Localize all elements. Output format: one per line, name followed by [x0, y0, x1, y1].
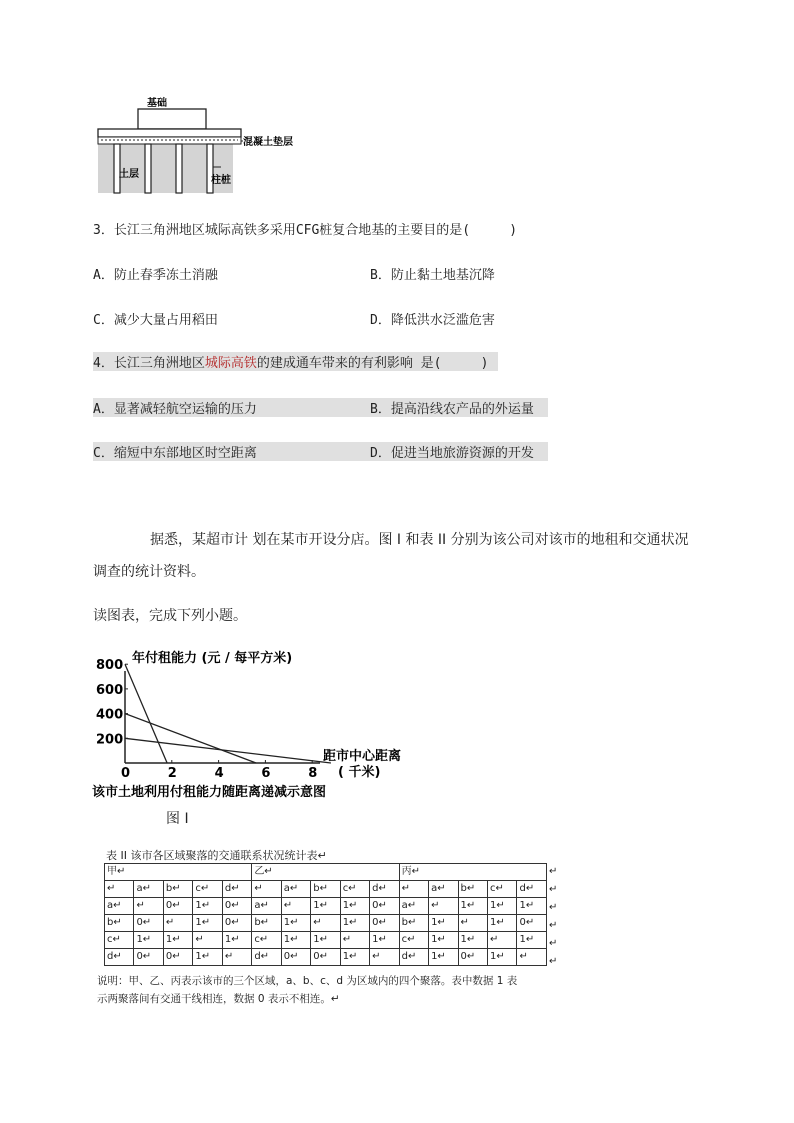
table-cell: 0↵: [222, 898, 251, 915]
column-header: c↵: [488, 881, 517, 898]
passage-line-1: 据悉，某超市计 划在某市开设分店。图 I 和表 II 分别为该公司对该市的地租和交通状况: [150, 532, 689, 548]
x-tick-label: 8: [308, 766, 318, 781]
table-cell: 0↵: [517, 915, 547, 932]
table-cell: ↵: [517, 949, 547, 966]
table-cell: ↵: [193, 932, 222, 949]
row-end-mark: ↵: [549, 884, 558, 895]
y-tick-label: 400: [96, 707, 124, 723]
table-cell: 1↵: [517, 898, 547, 915]
table-cell: 0↵: [281, 949, 310, 966]
column-header: c↵: [193, 881, 222, 898]
table-cell: 0↵: [222, 915, 251, 932]
pile-2: [145, 144, 151, 193]
label-pile: 柱桩: [211, 175, 231, 186]
q4-option-c: C．缩短中东部地区时空距离: [93, 446, 257, 461]
table-row: [105, 932, 547, 949]
passage-line-2: 调查的统计资料。: [93, 564, 205, 580]
x-axis-unit: ( 千米): [338, 765, 381, 780]
label-foundation: 基础: [147, 98, 167, 109]
y-tick-label: 200: [96, 732, 124, 748]
table-cell: ↵: [163, 915, 192, 932]
table-cell: a↵: [105, 898, 134, 915]
table-cell: 1↵: [517, 932, 547, 949]
column-header: b↵: [311, 881, 340, 898]
q4-option-b: B．提高沿线农产品的外运量: [370, 402, 534, 417]
column-header: c↵: [340, 881, 369, 898]
q4-row-cd: [93, 442, 548, 461]
table-cell: 1↵: [458, 932, 487, 949]
table-cell: ↵: [281, 898, 310, 915]
column-header: ↵: [105, 881, 134, 898]
q3-option-c: C．减少大量占用稻田: [93, 313, 218, 328]
table-cell: c↵: [105, 932, 134, 949]
table-cell: c↵: [399, 932, 428, 949]
figure-label: 图 I: [166, 811, 189, 827]
column-header: d↵: [222, 881, 251, 898]
table-cell: d↵: [252, 949, 281, 966]
x-tick-label: 2: [167, 766, 177, 781]
table-cell: 0↵: [134, 949, 163, 966]
table-cell: b↵: [399, 915, 428, 932]
table-row: [105, 949, 547, 966]
q3-option-a: A．防止春季冻土消融: [93, 268, 218, 283]
row-end-mark: ↵: [549, 920, 558, 931]
q4-option-a: A．显著减轻航空运输的压力: [93, 402, 257, 417]
table-cell: ↵: [134, 898, 163, 915]
table-cell: 1↵: [429, 949, 458, 966]
q3-option-d: D．降低洪水泛滥危害: [370, 313, 495, 328]
column-header: ↵: [399, 881, 428, 898]
table-row: [105, 864, 547, 881]
table-row: [105, 898, 547, 915]
x-axis-label: 距市中心距离: [323, 749, 402, 764]
table-cell: 1↵: [193, 898, 222, 915]
cfg-pile-diagram: [95, 95, 310, 197]
table-cell: 1↵: [134, 932, 163, 949]
table-cell: 1↵: [281, 932, 310, 949]
table-cell: 1↵: [311, 898, 340, 915]
y-tick-label: 800: [96, 658, 124, 674]
table-cell: ↵: [222, 949, 251, 966]
table-cell: 1↵: [311, 932, 340, 949]
table-cell: ↵: [370, 949, 399, 966]
table-cell: ↵: [488, 932, 517, 949]
table-cell: d↵: [399, 949, 428, 966]
q4-option-d: D．促进当地旅游资源的开发: [370, 446, 534, 461]
column-header: d↵: [517, 881, 547, 898]
column-header: a↵: [429, 881, 458, 898]
table-cell: 0↵: [134, 915, 163, 932]
chart-title: 年付租能力 (元 / 每平方米): [132, 651, 293, 666]
table-caption: 表 II 该市各区域聚落的交通联系状况统计表↵: [106, 849, 327, 862]
column-header: d↵: [370, 881, 399, 898]
q4-stem-pre: 4．长江三角洲地区: [93, 356, 205, 371]
q3-option-b: B．防止黏土地基沉降: [370, 268, 495, 283]
series-line-3: [125, 738, 331, 763]
table-cell: 1↵: [488, 898, 517, 915]
column-header: b↵: [163, 881, 192, 898]
table-cell: 1↵: [488, 949, 517, 966]
table-note-2: 示两聚落间有交通干线相连，数据 0 表示不相连。↵: [97, 993, 340, 1005]
y-tick-label: 600: [96, 682, 124, 698]
column-header: b↵: [458, 881, 487, 898]
table-cell: 1↵: [458, 898, 487, 915]
table-row: [105, 915, 547, 932]
table-row: [105, 881, 547, 898]
table-cell: 1↵: [429, 915, 458, 932]
table-cell: ↵: [458, 915, 487, 932]
table-note-1: 说明：甲、乙、丙表示该市的三个区域，a、b、c、d 为区域内的四个聚落。表中数据 1 表: [97, 975, 518, 987]
table-cell: 0↵: [458, 949, 487, 966]
table-cell: 0↵: [311, 949, 340, 966]
traffic-table: [104, 863, 547, 966]
table-cell: 1↵: [340, 915, 369, 932]
column-header: a↵: [281, 881, 310, 898]
q4-row-ab: [93, 398, 548, 417]
q4-stem-keyword: 城际高铁: [204, 356, 257, 371]
table-cell: 1↵: [488, 915, 517, 932]
q3-stem: 3．长江三角洲地区城际高铁多采用CFG桩复合地基的主要目的是( ): [93, 223, 518, 238]
row-end-mark: ↵: [549, 956, 558, 967]
column-header: a↵: [134, 881, 163, 898]
table-cell: 1↵: [340, 898, 369, 915]
passage-instruction: 读图表，完成下列小题。: [93, 608, 247, 624]
table-cell: 0↵: [370, 915, 399, 932]
row-end-mark: ↵: [549, 938, 558, 949]
region-header: 丙↵: [399, 864, 546, 881]
q4-stem: [93, 352, 498, 371]
row-end-mark: ↵: [549, 902, 558, 913]
x-tick-label: 0: [121, 766, 131, 781]
series-layer: [125, 664, 331, 763]
label-soil: 土层: [119, 169, 139, 180]
table-cell: 1↵: [370, 932, 399, 949]
x-tick-label: 6: [261, 766, 271, 781]
table-cell: 1↵: [281, 915, 310, 932]
table-cell: c↵: [252, 932, 281, 949]
series-line-1: [125, 664, 167, 763]
table-cell: a↵: [399, 898, 428, 915]
foundation-block: [138, 109, 206, 129]
region-header: 甲↵: [105, 864, 252, 881]
table-cell: d↵: [105, 949, 134, 966]
column-header: ↵: [252, 881, 281, 898]
table-cell: 0↵: [163, 898, 192, 915]
x-tick-label: 4: [214, 766, 224, 781]
table-cell: a↵: [252, 898, 281, 915]
table-cell: 0↵: [163, 949, 192, 966]
cushion-top: [98, 129, 241, 137]
table-cell: 1↵: [193, 949, 222, 966]
table-cell: ↵: [311, 915, 340, 932]
table-cell: ↵: [340, 932, 369, 949]
table-cell: 1↵: [193, 915, 222, 932]
pile-3: [176, 144, 182, 193]
rent-chart: [90, 645, 430, 810]
table-cell: b↵: [105, 915, 134, 932]
chart-caption: 该市土地利用付租能力随距离递减示意图: [92, 785, 327, 800]
table-cell: 1↵: [429, 932, 458, 949]
q4-stem-post: 的建成通车带来的有利影响 是( ): [256, 356, 489, 371]
row-end-mark: ↵: [549, 866, 558, 877]
label-cushion: 混凝土垫层: [243, 137, 293, 148]
region-header: 乙↵: [252, 864, 399, 881]
table-cell: 1↵: [163, 932, 192, 949]
table-cell: 1↵: [340, 949, 369, 966]
table-cell: ↵: [429, 898, 458, 915]
table-cell: b↵: [252, 915, 281, 932]
table-cell: 0↵: [370, 898, 399, 915]
table-cell: 1↵: [222, 932, 251, 949]
series-line-2: [125, 714, 256, 763]
